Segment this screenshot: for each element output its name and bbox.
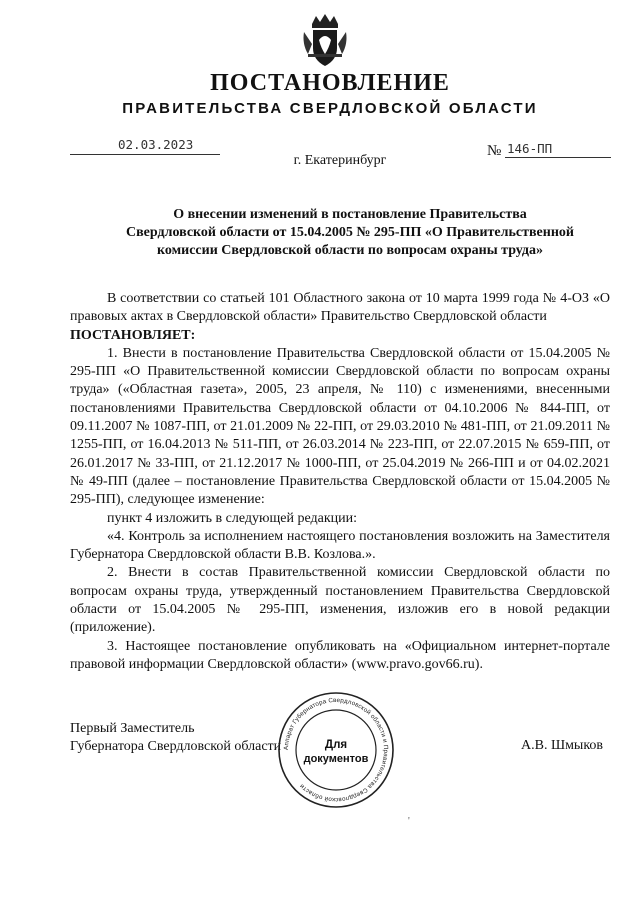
signatory-position-line: Первый Заместитель (70, 721, 195, 736)
issuer-name: ПРАВИТЕЛЬСТВА СВЕРДЛОВСКОЙ ОБЛАСТИ (122, 100, 538, 117)
signatory-position-line: Губернатора Свердловской области (70, 739, 282, 754)
decree-word: ПОСТАНОВЛЯЕТ: (70, 327, 196, 343)
heading-line: Свердловской области от 15.04.2005 № 295-ПП «О Правительственной (126, 225, 574, 240)
number-label: № (487, 143, 502, 159)
stamp-ring-text: Аппарат Губернатора Свердловской области и Правительства Свердловской области (282, 696, 390, 804)
document-title: ПОСТАНОВЛЕНИЕ (210, 70, 450, 96)
coat-of-arms-icon (302, 14, 348, 68)
document-date: 02.03.2023 (118, 137, 194, 152)
document-number: 146-ПП (507, 141, 553, 156)
preamble-paragraph: В соответствии со статьей 101 Областного закона от 10 марта 1999 года № 4-ОЗ «О правовых актах в Свердловской области» Правительство Свердловской области (70, 291, 610, 325)
heading-line: комиссии Свердловской области по вопросам охраны труда» (157, 243, 543, 258)
document-heading (70, 206, 630, 260)
item-1-subparagraph: пункт 4 изложить в следующей редакции: (107, 510, 357, 526)
footnote-mark: ' (408, 816, 410, 827)
heading-line: О внесении изменений в постановление Правительства (173, 207, 527, 222)
item-3-paragraph: 3. Настоящее постановление опубликовать на «Официальном интернет-портале правовой информации Свердловской области» (www.pravo.gov66.ru). (70, 638, 610, 672)
official-stamp (276, 690, 396, 810)
signatory-name: А.В. Шмыков (521, 738, 604, 753)
item-1-quote: «4. Контроль за исполнением настоящего постановления возложить на Заместителя Губернатора Свердловской области В.В. Козлова.». (70, 528, 610, 563)
signatory-position (70, 720, 281, 756)
item-1-paragraph: 1. Внести в постановление Правительства Свердловской области от 15.04.2005 № 295-ПП «О Правительственной комиссии Свердловской области по вопросам охраны труда» («Областная газета», 2005, 23 апреля, № 110) с изменениями, внесенными постановлениями Правительства Свердловской области от 04.10.2006 № 844-ПП, от 09.11.2007 № 1087-ПП, от 21.01.2009 № 22-ПП, от 29.03.2010 № 481-ПП, от 21.09.2011 № 1255-ПП, от 16.04.2013 № 511-ПП, от 26.03.2014 № 223-ПП, от 22.07.2015 № 659-ПП, от 26.01.2017 № 33-ПП, от 21.12.2017 № 1000-ПП, от 25.04.2019 № 266-ПП и от 04.02.2021 № 49-ПП (далее – постановление Правительства Свердловской области от 15.04.2005 № 295-ПП), следующее изменение: (70, 345, 610, 508)
document-body (70, 290, 610, 674)
stamp-center-line: Для (324, 739, 348, 751)
item-2-paragraph: 2. Внести в состав Правительственной комиссии Свердловской области по вопросам охраны труда, утвержденный постановлением Правительства Свердловской области от 15.04.2005 № 295-ПП, изменения, изложив его в новой редакции (приложение). (70, 565, 610, 636)
document-city: г. Екатеринбург (293, 153, 387, 168)
stamp-center-line: документов (303, 753, 369, 765)
